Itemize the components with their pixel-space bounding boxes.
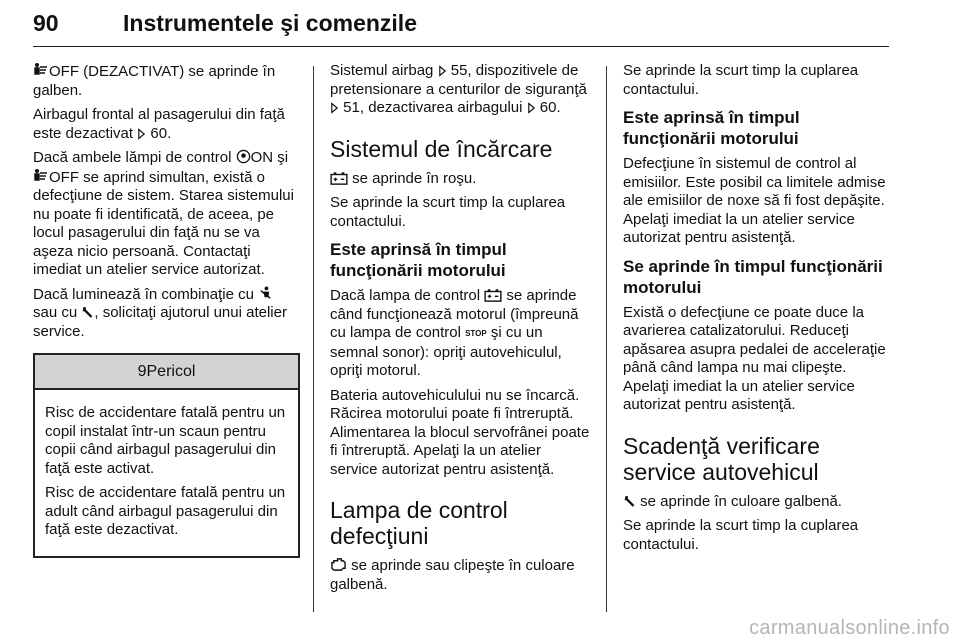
page-number: 90: [33, 10, 59, 36]
seatbelt-icon: [258, 286, 273, 301]
stop-icon: STOP: [465, 329, 487, 338]
text: se aprinde în roşu.: [348, 169, 477, 187]
column-divider: [606, 66, 607, 612]
airbag-off-icon: [33, 62, 49, 78]
text: OFF se aprind simultan, există o defecţiune de sistem. Starea sistemului nu poate fi identificată, de aceea, pe locul pasagerului din faţă nu se va aşeza nicio persoană. Contactaţi imediat un atelier service autorizat.: [33, 168, 294, 278]
page-ref-triangle-icon: [137, 128, 146, 140]
paragraph: Se aprinde la scurt timp la cuplarea contactului.: [623, 62, 859, 98]
column-3: [623, 62, 889, 560]
text: OFF (DEZACTIVAT) se aprinde în galben.: [33, 63, 276, 99]
text: ON şi: [250, 149, 289, 166]
page-reference: 60.: [150, 124, 172, 142]
battery-icon: [330, 171, 348, 185]
text: sau cu: [33, 304, 82, 321]
text: , solicitaţi ajutorul unui atelier service.: [33, 304, 287, 340]
page-header: [33, 4, 891, 44]
danger-header: [35, 355, 298, 390]
wrench-icon: [623, 494, 636, 508]
section-heading-service: Scadenţă verificare service autovehicul: [623, 432, 820, 485]
paragraph: [330, 62, 592, 118]
subheading: Este aprinsă în timpul funcţionării motorului: [623, 108, 800, 148]
wrench-icon: [81, 305, 94, 319]
paragraph: Defecţiune în sistemul de control al emisiilor. Este posibil ca limitele admise ale emisiilor de noxe să fi fost depăşite. Apelaţi imediat la un atelier service autorizat pentru asistenţă.: [623, 155, 886, 246]
paragraph: [330, 287, 592, 381]
column-divider: [313, 66, 314, 612]
danger-box: [33, 353, 300, 558]
engine-icon: [330, 557, 347, 572]
danger-title: Pericol: [146, 363, 196, 380]
paragraph: [33, 149, 300, 280]
paragraph: Există o defecţiune ce poate duce la avarierea catalizatorului. Reduceţi apăsarea asupra pedalei de acceleraţie până când lampa nu mai clipeşte. Apelaţi imediat la un atelier service autorizat pentru asistenţă.: [623, 303, 886, 413]
page-ref-triangle-icon: [438, 65, 447, 77]
subheading: Se aprinde în timpul funcţionării motorului: [623, 256, 883, 297]
airbag-off-icon: [33, 168, 49, 184]
danger-text: Risc de accidentare fatală pentru un adult când airbagul pasagerului din faţă este dezactivat.: [45, 484, 286, 538]
battery-icon: [484, 288, 502, 302]
page-ref-triangle-icon: [527, 102, 536, 114]
text: Sistemul airbag: [330, 62, 438, 79]
text: şi cu un semnal sonor): opriţi autovehiculul, opriţi motorul.: [330, 324, 562, 379]
text: se aprinde în culoare galbenă.: [636, 492, 842, 510]
paragraph: [33, 106, 300, 143]
text: se aprinde sau clipeşte în culoare galbenă.: [330, 557, 575, 593]
chapter-title: Instrumentele şi comenzile: [123, 10, 417, 36]
paragraph: Se aprinde la scurt timp la cuplarea contactului.: [623, 517, 859, 553]
text: Dacă lampa de control: [330, 287, 485, 304]
subheading: Este aprinsă în timpul funcţionării motorului: [330, 240, 507, 280]
header-rule: [33, 46, 889, 47]
paragraph: [623, 493, 889, 512]
danger-body: [35, 390, 298, 556]
column-2: [330, 62, 592, 600]
danger-text: Risc de accidentare fatală pentru un copil instalat într-un scaun pentru copii când airbagul pasagerului din faţă este activat.: [45, 404, 286, 477]
watermark: carmanualsonline.info: [749, 617, 950, 639]
paragraph: [330, 170, 592, 189]
paragraph: Se aprinde la scurt timp la cuplarea contactului.: [330, 194, 566, 230]
paragraph: [33, 286, 300, 342]
airbag-on-icon: [236, 149, 251, 164]
text: 51, dezactivarea airbagului: [343, 99, 527, 116]
text: 55, dispozitivele de pretensionare a centurilor de siguranţă: [330, 62, 587, 98]
text: se aprinde când funcţionează motorul (împreună cu lampa de control: [330, 287, 579, 341]
page-ref-triangle-icon: [330, 102, 339, 114]
warning-icon: 9: [137, 363, 147, 380]
text: 60.: [539, 99, 561, 116]
section-heading-malfunction: Lampa de control defecţiuni: [330, 497, 508, 549]
paragraph: [33, 62, 300, 100]
paragraph: [330, 557, 592, 594]
text: Dacă luminează în combinaţie cu: [33, 285, 259, 303]
paragraph: Bateria autovehiculului nu se încarcă. Răcirea motorului poate fi întreruptă. Alimentarea la blocul servofrânei poate fi întreruptă. Apelaţi la un atelier service autorizat pentru asistenţă.: [330, 386, 590, 478]
text: Airbagul frontal al pasagerului din faţă este dezactivat: [33, 106, 285, 142]
section-heading-charging: Sistemul de încărcare: [330, 135, 553, 162]
text: Dacă ambele lămpi de control: [33, 149, 236, 166]
column-1: [33, 62, 300, 558]
